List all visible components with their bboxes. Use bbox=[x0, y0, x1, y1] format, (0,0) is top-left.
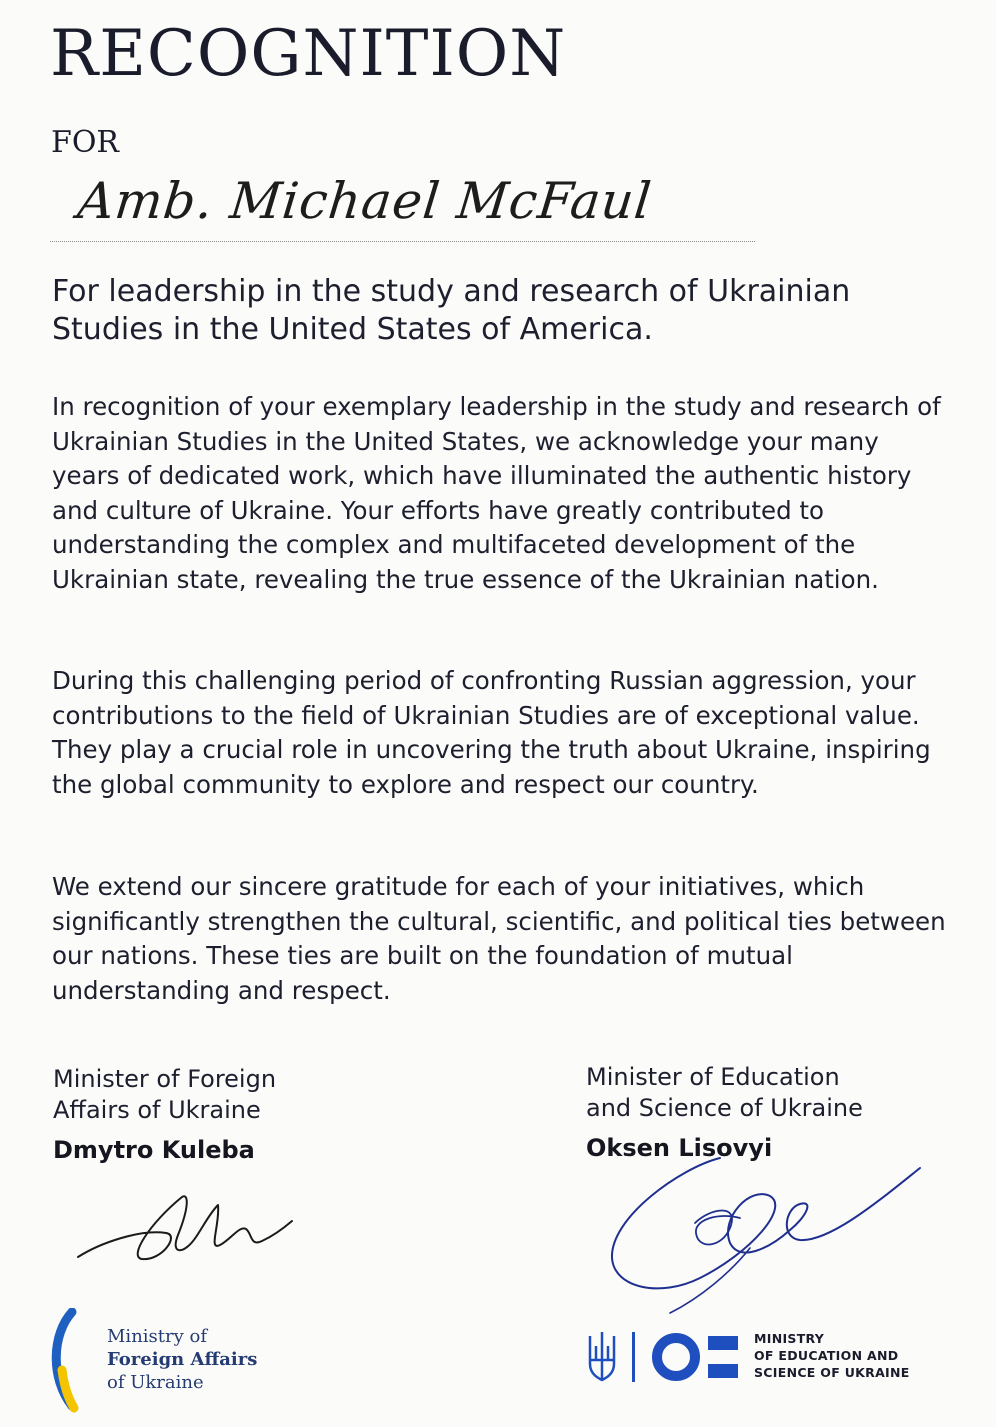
body-paragraph-2: During this challenging period of confronting Russian aggression, your contributions to the field of Ukrainian Studies are of exceptional value. They play a crucial role in uncovering the truth about Ukraine, inspiring the global community to explore and respect our country. bbox=[52, 666, 931, 799]
for-label: FOR bbox=[51, 125, 119, 160]
mfa-logo-line2: Foreign Affairs bbox=[107, 1349, 258, 1370]
trident-emblem-icon bbox=[590, 1332, 614, 1380]
o-circle-icon bbox=[657, 1338, 695, 1376]
mes-logo-text bbox=[754, 1330, 910, 1381]
left-signatory-title bbox=[53, 1064, 276, 1126]
recipient-underline bbox=[50, 241, 755, 242]
recognition-headline: For leadership in the study and research of Ukrainian Studies in the United States of America. bbox=[52, 274, 851, 347]
certificate-title: RECOGNITION bbox=[50, 17, 567, 91]
divider bbox=[632, 1332, 635, 1382]
mes-logo-line2: OF EDUCATION AND bbox=[754, 1348, 899, 1363]
body-paragraph-3: We extend our sincere gratitude for each of your initiatives, which significantly strengthen the cultural, scientific, and political ties between our nations. These ties are built on the foundation of mutual understanding and respect. bbox=[52, 872, 946, 1005]
mes-logo-line3: SCIENCE OF UKRAINE bbox=[754, 1365, 910, 1380]
recipient-name-handwritten: Amb. Michael McFaul bbox=[74, 172, 655, 230]
mes-logo-line1: MINISTRY bbox=[754, 1331, 825, 1346]
mfa-logo-line3: of Ukraine bbox=[107, 1372, 204, 1393]
right-signature bbox=[600, 1138, 930, 1318]
mfa-logo-line1: Ministry of bbox=[107, 1326, 208, 1347]
right-signatory-title bbox=[586, 1062, 863, 1124]
right-signatory-title-line2: and Science of Ukraine bbox=[586, 1094, 863, 1122]
right-signatory-title-line1: Minister of Education bbox=[586, 1063, 840, 1091]
left-signature bbox=[70, 1185, 300, 1275]
left-signatory-title-line1: Minister of Foreign bbox=[53, 1065, 277, 1093]
left-signatory-name: Dmytro Kuleba bbox=[53, 1136, 255, 1164]
left-signatory-title-line2: Affairs of Ukraine bbox=[53, 1096, 261, 1124]
body-paragraph-1: In recognition of your exemplary leadership in the study and research of Ukrainian Studies in the United States, we acknowledge your many years of dedicated work, which have illuminated the authentic history and culture of Ukraine. Your efforts have greatly contributed to understanding the complex and multifaceted development of the Ukrainian state, revealing the true essence of the Ukrainian nation. bbox=[52, 392, 941, 594]
mfa-logo-text bbox=[107, 1325, 257, 1394]
equals-block-icon bbox=[708, 1336, 738, 1378]
right-signatory-name: Oksen Lisovyi bbox=[586, 1134, 773, 1162]
